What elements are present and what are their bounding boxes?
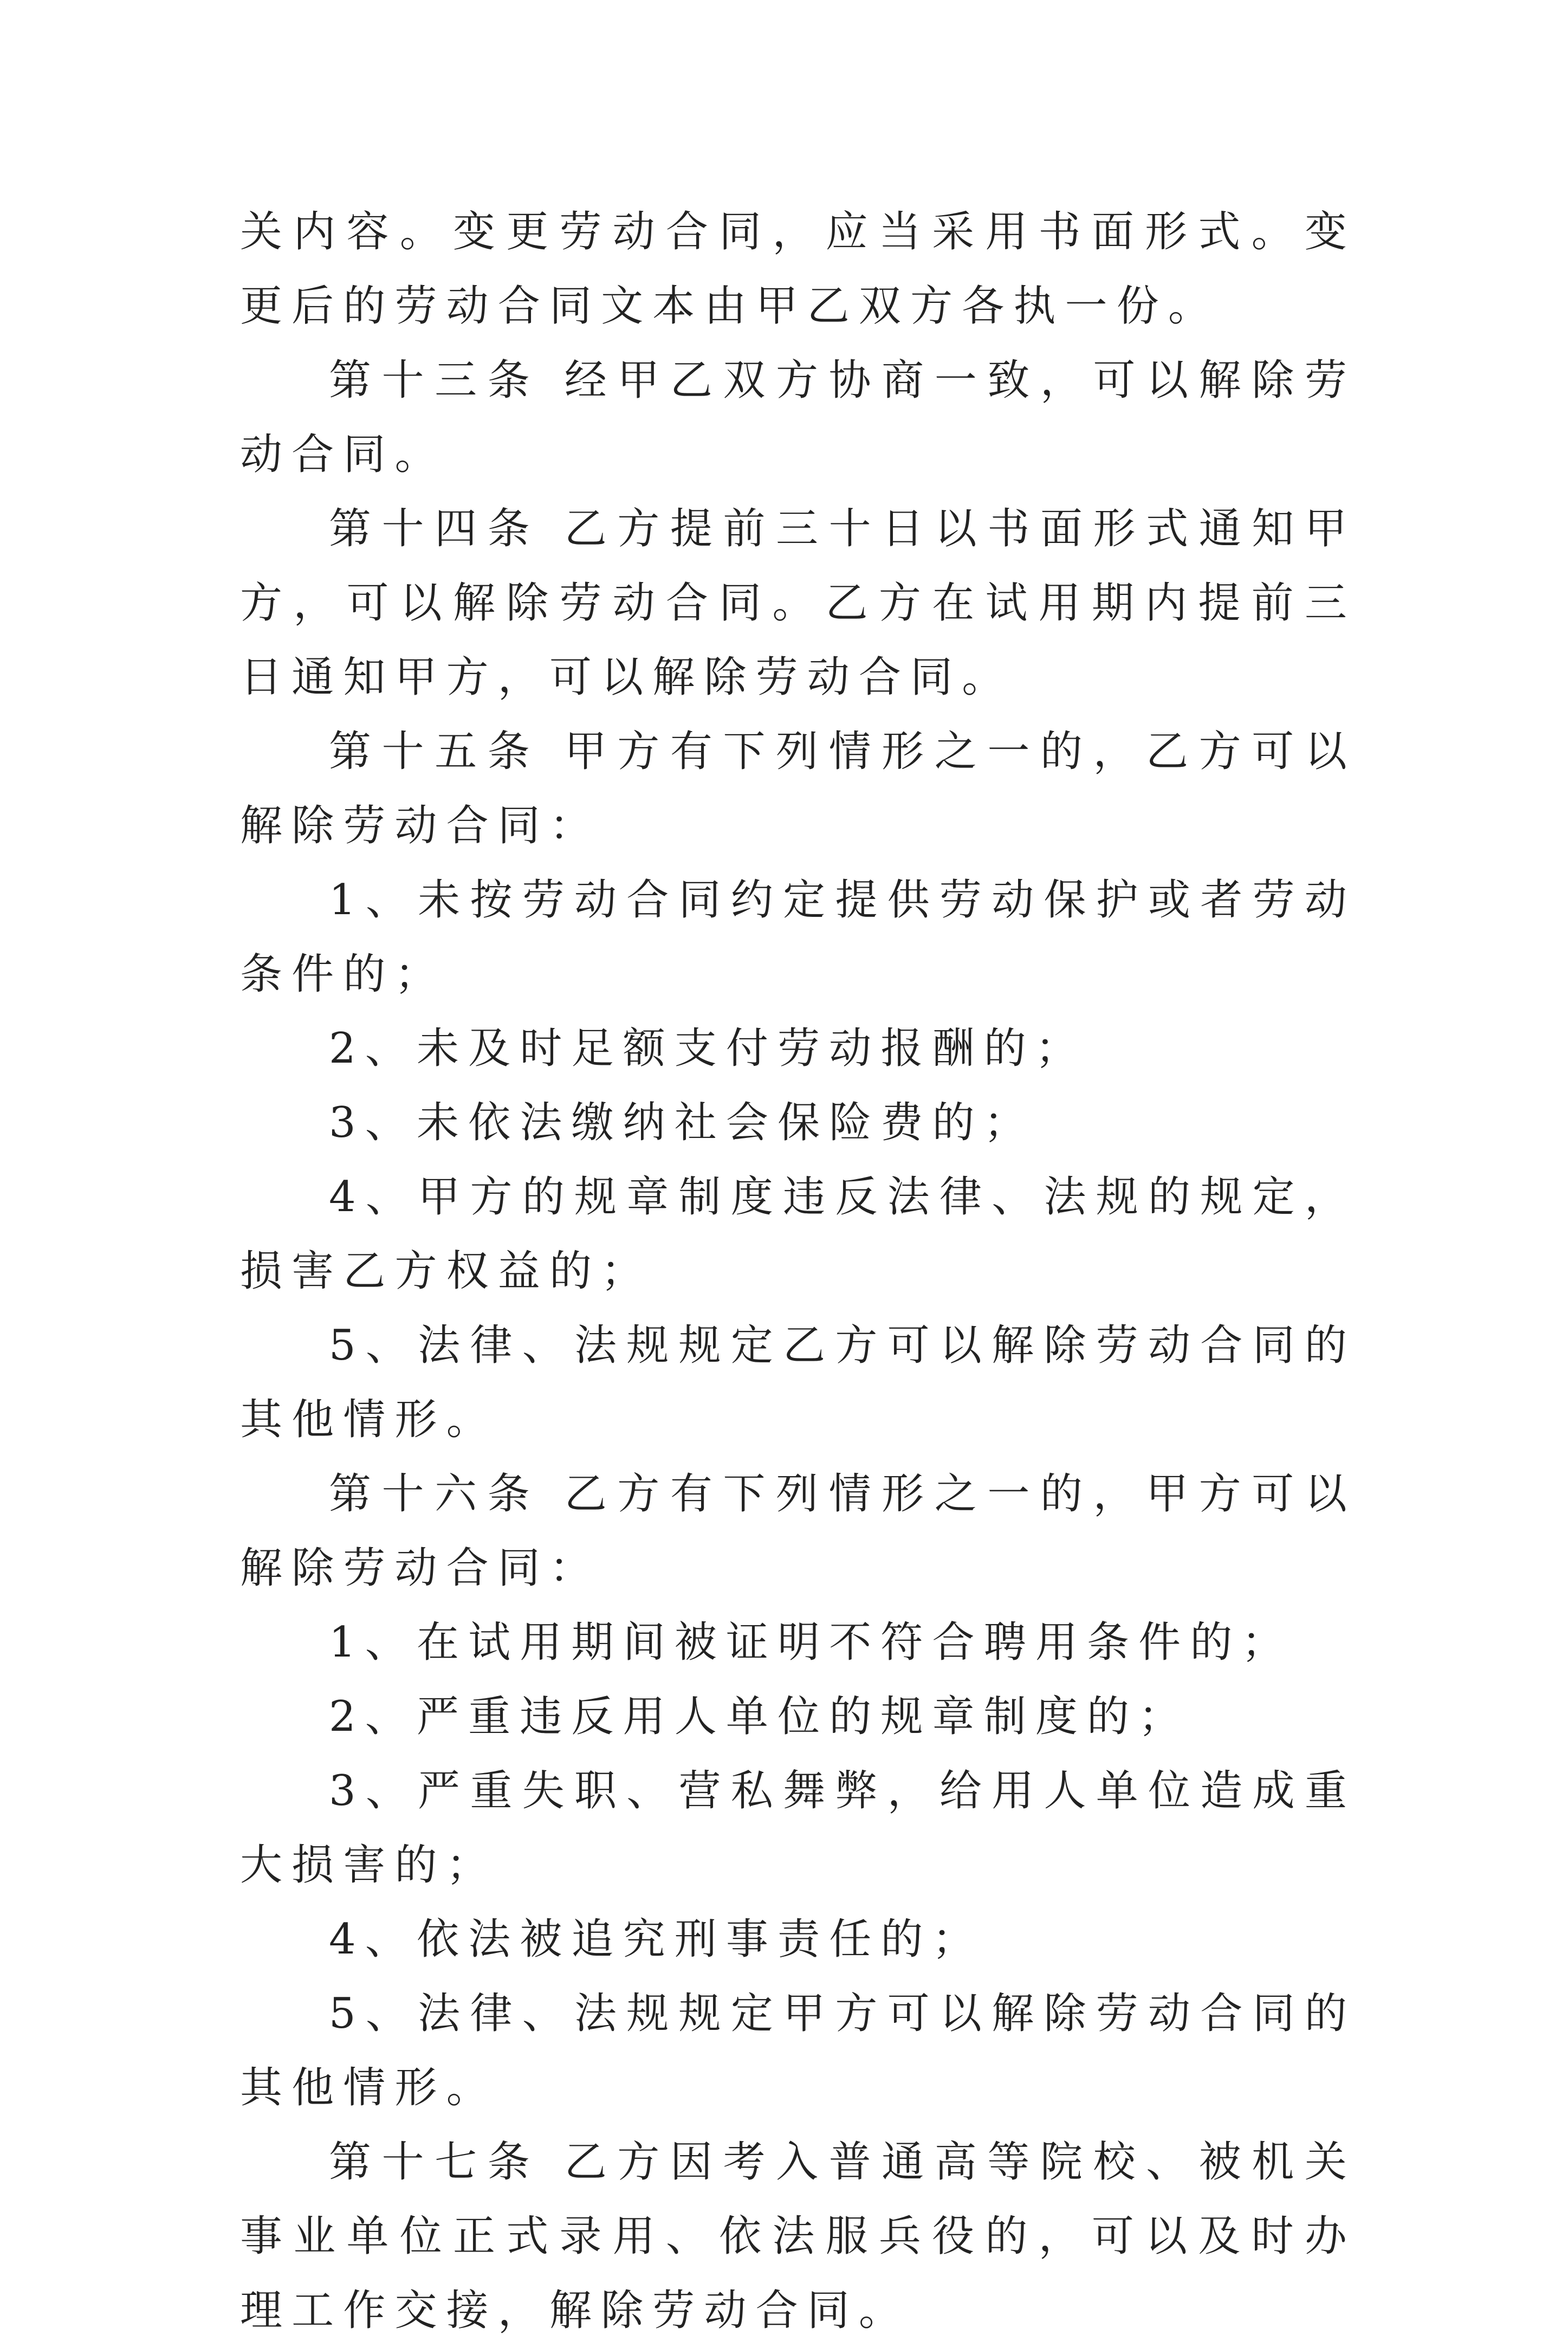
article-13: 第十三条 经甲乙双方协商一致，可以解除劳动合同。	[240, 356, 1356, 479]
article-16-item-2: 2、严重违反用人单位的规章制度的；	[329, 1692, 1190, 1741]
article-16-item-3: 3、严重失职、营私舞弊，给用人单位造成重大损害的；	[240, 1767, 1356, 1890]
article-15-item-2: 2、未及时足额支付劳动报酬的；	[329, 1024, 1087, 1073]
article-15-item-4: 4、甲方的规章制度违反法律、法规的规定，损害乙方权益的；	[240, 1173, 1356, 1296]
article-15-item-1: 1、未按劳动合同约定提供劳动保护或者劳动条件的；	[240, 876, 1356, 999]
article-17: 第十七条 乙方因考入普通高等院校、被机关事业单位正式录用、依法服兵役的，可以及时办理工作交接，解除劳动合同。	[240, 2138, 1356, 2335]
article-16-item-5: 5、法律、法规规定甲方可以解除劳动合同的其他情形。	[240, 1989, 1356, 2112]
document-body	[240, 195, 1356, 2348]
article-15: 第十五条 甲方有下列情形之一的，乙方可以解除劳动合同：	[240, 727, 1356, 850]
article-16: 第十六条 乙方有下列情形之一的，甲方可以解除劳动合同：	[240, 1470, 1356, 1593]
article-15-item-3: 3、未依法缴纳社会保险费的；	[329, 1098, 1035, 1147]
article-16-item-4: 4、依法被追究刑事责任的；	[329, 1915, 984, 1964]
paragraph-continuation: 关内容。变更劳动合同，应当采用书面形式。变更后的劳动合同文本由甲乙双方各执一份。	[240, 208, 1356, 331]
article-14: 第十四条 乙方提前三十日以书面形式通知甲方，可以解除劳动合同。乙方在试用期内提前三日通知甲方，可以解除劳动合同。	[240, 504, 1356, 702]
article-15-item-5: 5、法律、法规规定乙方可以解除劳动合同的其他情形。	[240, 1321, 1356, 1444]
article-16-item-1: 1、在试用期间被证明不符合聘用条件的；	[329, 1618, 1293, 1667]
